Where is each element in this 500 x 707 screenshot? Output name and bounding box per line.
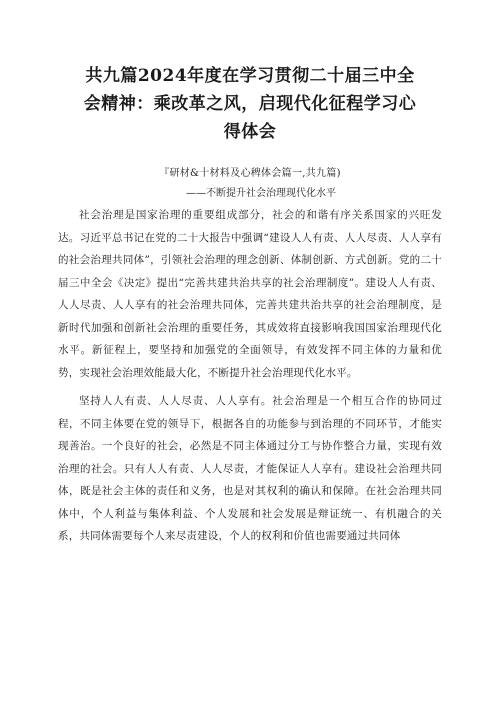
document-title	[58, 62, 442, 146]
title-line-2: 会精神：乘改革之风，启现代化征程学习心	[83, 94, 417, 114]
paragraph-1: 社会治理是国家治理的重要组成部分，社会的和谐有序关系国家的兴旺发达。习近平总书记在党的二十大报告中强调“建设人人有责、人人尽责、人人享有的社会治理共同体”，引领社会治理的理念创新、体制创新、方式创新。党的二十届三中全会《决定》提出“完善共建共治共享的社会治理制度”。建设人人有责、人人尽责、人人享有的社会治理共同体，完善共建共治共享的社会治理制度，是新时代加强和创新社会治理的重要任务，其成效将直接影响我国国家治理现代化水平。新征程上，要坚持和加强党的全面领导，有效发挥不同主体的力量和优势，实现社会治理效能最大化，不断提升社会治理现代化水平。	[58, 209, 442, 379]
section-subtitle: ——不断提升社会治理现代化水平	[186, 188, 336, 199]
title-line-3: 得体会	[223, 122, 277, 142]
source-note: 『研材&十材料及心稗体会篇一,共九篇)	[159, 168, 341, 179]
paragraph-2: 坚持人人有责、人人尽责、人人享有。社会治理是一个相互合作的协同过程，不同主体要在党的领导下，根据各自的功能参与到治理的不同环节，才能实现善治。一个良好的社会，必然是不同主体通过分工与协作整合力量，实现有效治理的社会。只有人人有责、人人尽责，才能保证人人享有。建设社会治理共同体，既是社会主体的责任和义务，也是对其权利的确认和保障。在社会治理共同体中，个人利益与集体利益、个人发展和社会发展是辩证统一、有机融合的关系，共同体需要每个人来尽责建设，个人的权利和价值也需要通过共同体	[58, 395, 442, 542]
title-line-1: 共九篇2024年度在学习贯彻二十届三中全	[85, 66, 415, 86]
